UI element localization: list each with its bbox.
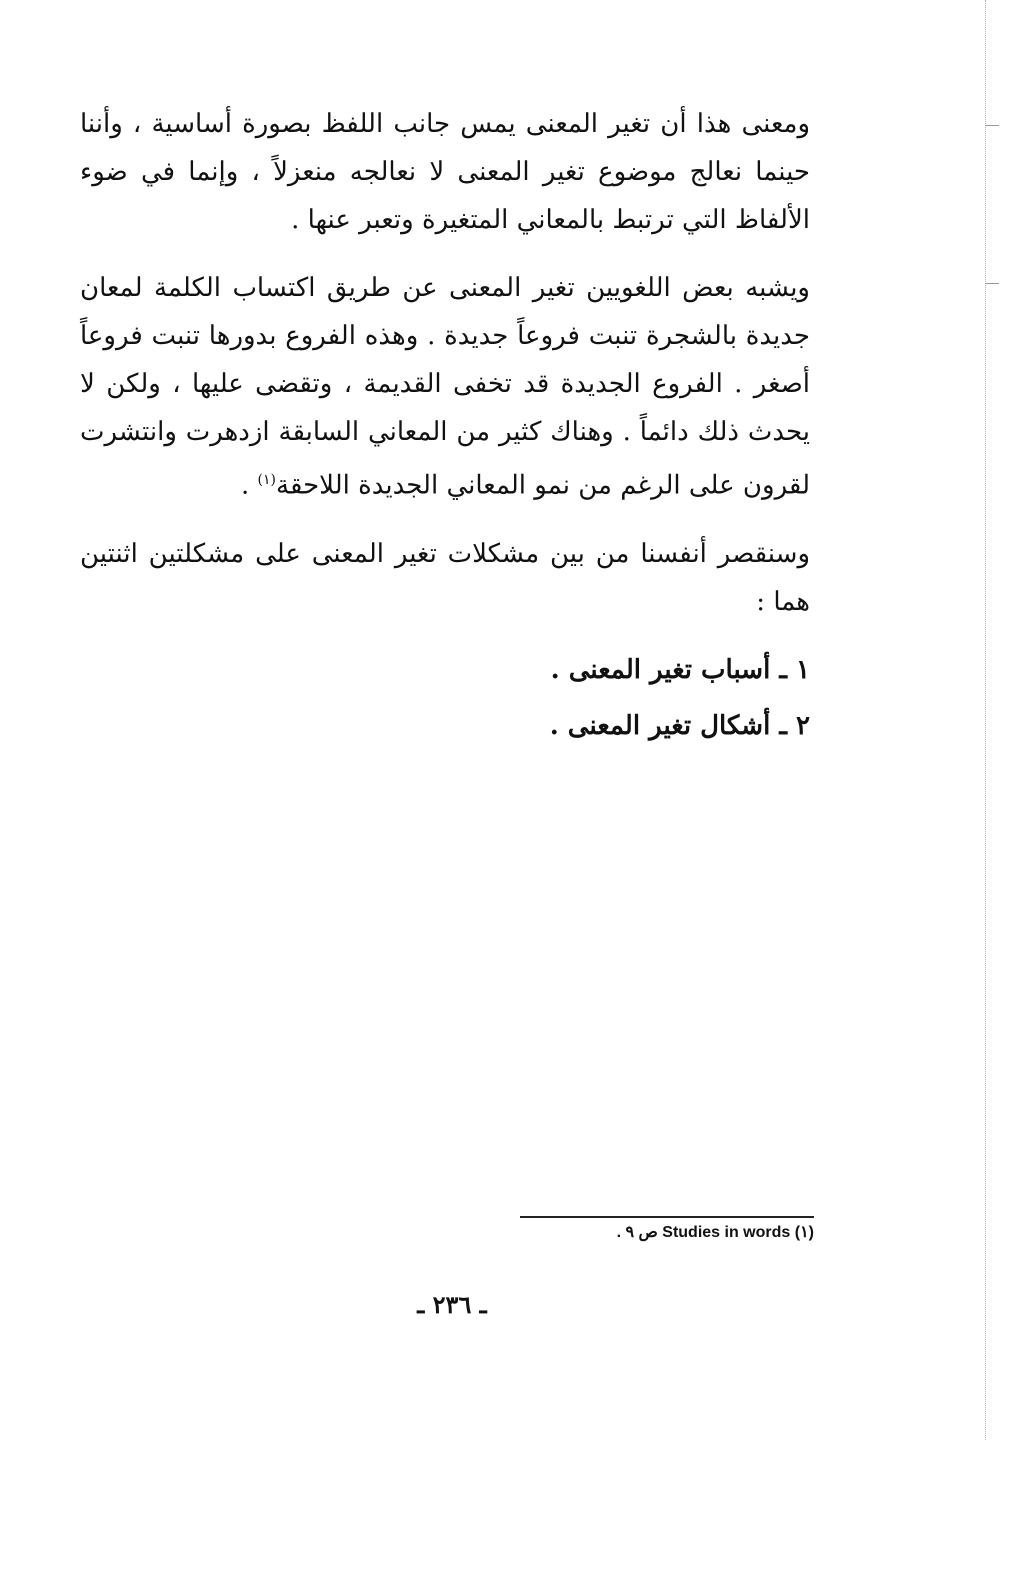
paragraph-2-text: ويشبه بعض اللغويين تغير المعنى عن طريق اكتساب الكلمة لمعان جديدة بالشجرة تنبت فروعاً جديدة . وهذه الفروع بدورها تنبت فروعاً أصغر . الفروع الجديدة قد تخفى القديمة ، وتقضى عليها ، ولكن لا يحدث ذلك دائماً . وهناك كثير من المعاني السابقة ازدهرت وانتشرت لقرون على الرغم من نمو المعاني الجديدة اللاحقة [80, 273, 810, 501]
paragraph-3: وسنقصر أنفسنا من بين مشكلات تغير المعنى على مشكلتين اثنتين هما : [80, 538, 810, 617]
page-number: ـ ٢٣٦ ـ [417, 1290, 487, 1319]
scan-edge-tick [985, 283, 999, 284]
body-text [80, 100, 810, 758]
footnote [520, 1222, 814, 1244]
footnote-reference: (١) [257, 472, 277, 488]
footnote-divider [520, 1216, 814, 1218]
list-item-1: ١ ـ أسباب تغير المعنى . [550, 654, 810, 685]
footnote-text: Studies in words ص ٩ . [616, 1224, 791, 1241]
paragraph-1: ومعنى هذا أن تغير المعنى يمس جانب اللفظ بصورة أساسية ، وأننا حينما نعالج موضوع تغير المعنى لا نعالجه منعزلاً ، وإنما في ضوء الألفاظ التي ترتبط بالمعاني المتغيرة وتعبر عنها . [80, 109, 810, 235]
paragraph-2 [80, 264, 810, 510]
paragraph-2-end: . [241, 470, 258, 501]
scan-edge-tick [985, 125, 999, 126]
list-item-2: ٢ ـ أشكال تغير المعنى . [549, 710, 810, 741]
footnote-marker: (١) [794, 1224, 814, 1241]
scan-edge-line [985, 0, 986, 1440]
